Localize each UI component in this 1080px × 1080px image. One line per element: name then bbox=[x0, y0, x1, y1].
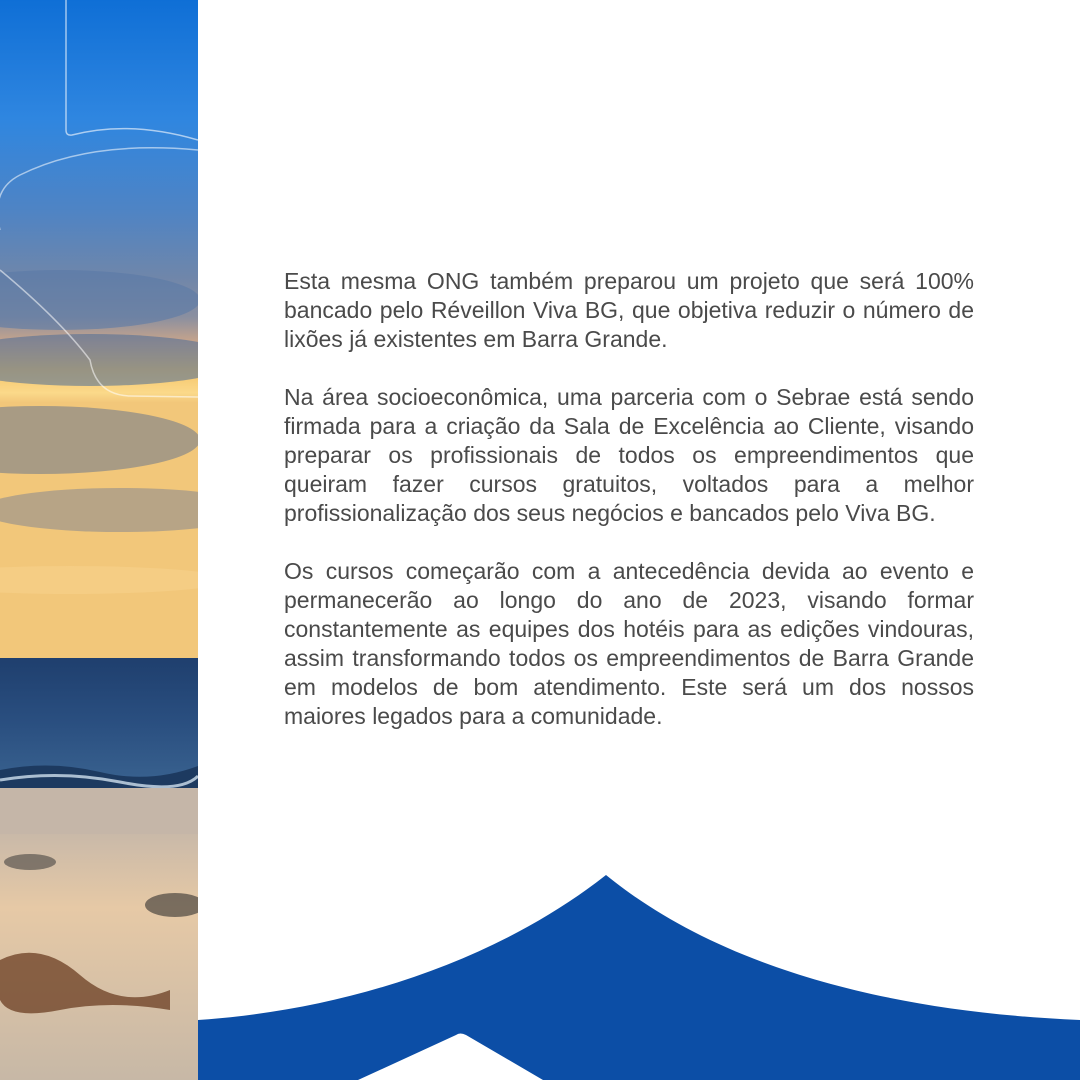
beach-sunset-photo bbox=[0, 0, 198, 1080]
cloud bbox=[0, 566, 198, 594]
cloud bbox=[0, 334, 198, 386]
paragraph: Na área socioeconômica, uma parceria com o Sebrae está sendo firmada para a criação da Sala de Excelência ao Cliente, visando preparar os profissionais de todos os empreendimentos que queiram fazer cursos gratuitos, voltados para a melhor profissionalização dos seus negócios e bancados pelo Viva BG. bbox=[284, 384, 974, 526]
blue-wave-shape bbox=[198, 875, 1080, 1080]
body-text bbox=[284, 267, 974, 760]
paragraph: Esta mesma ONG também preparou um projeto que será 100% bancado pelo Réveillon Viva BG, que objetiva reduzir o número de lixões já existentes em Barra Grande. bbox=[284, 268, 974, 352]
cloud bbox=[0, 488, 198, 532]
rock bbox=[4, 854, 56, 870]
shore-water bbox=[0, 788, 198, 834]
paragraph: Os cursos começarão com a antecedência devida ao evento e permanecerão ao longo do ano de 2023, visando formar constantemente as equipes dos hotéis para as edições vindouras, assim transformando todos os empreendimentos de Barra Grande em modelos de bom atendimento. Este será um dos nossos maiores legados para a comunidade. bbox=[284, 558, 974, 729]
sky bbox=[0, 0, 198, 660]
blue-wave-decoration bbox=[198, 860, 1080, 1080]
